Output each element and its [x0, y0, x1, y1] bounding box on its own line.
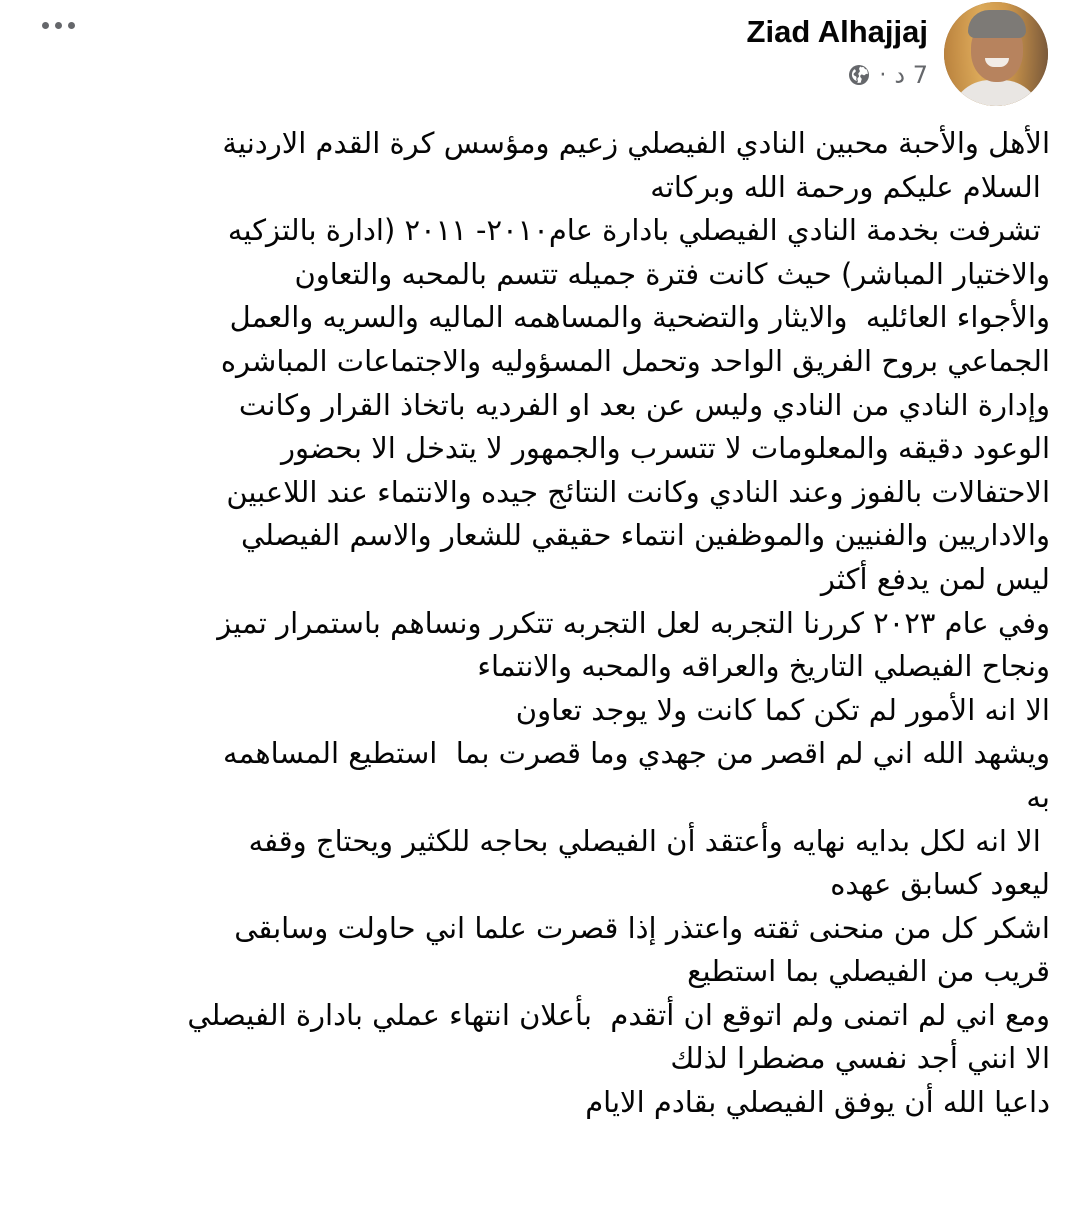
post-text-line: ليعود كسابق عهده [830, 867, 1050, 902]
post-text-line: اشكر كل من منحنى ثقته واعتذر إذا قصرت علما اني حاولت وسابقى [234, 910, 1050, 945]
post-text-line: الأهل والأحبة محبين النادي الفيصلي زعيم ومؤسس كرة القدم الاردنية [222, 126, 1050, 160]
meta-separator: · [879, 62, 887, 88]
post-text-line: تشرفت بخدمة النادي الفيصلي بادارة عام٢٠١٠- ٢٠١١ (ادارة بالتزكيه [227, 213, 1050, 248]
more-dot-icon [68, 22, 75, 29]
author-avatar[interactable] [944, 2, 1048, 106]
post-text-line: الجماعي بروح الفريق الواحد وتحمل المسؤوليه والاجتماعات المباشره [220, 343, 1050, 378]
post-body [22, 122, 1050, 1125]
avatar-hair [968, 10, 1026, 38]
more-dot-icon [42, 22, 49, 29]
post-text-line: الوعود دقيقه والمعلومات لا تتسرب والجمهور لا يتدخل الا بحضور [281, 431, 1050, 466]
post-text-line: وإدارة النادي من النادي وليس عن بعد او الفرديه باتخاذ القرار وكانت [238, 387, 1050, 422]
more-dot-icon [55, 22, 62, 29]
post-time[interactable]: 7 د [894, 61, 928, 89]
post-text-line: السلام عليكم ورحمة الله وبركاته [650, 169, 1050, 204]
author-name[interactable]: Ziad Alhajjaj [746, 14, 928, 49]
post-header [0, 0, 1080, 110]
globe-icon[interactable] [847, 63, 871, 87]
post-text-line: والاختيار المباشر) حيث كانت فترة جميله تتسم بالمحبه والتعاون [294, 256, 1050, 291]
post-text-line: والاداريين والفنيين والموظفين انتماء حقيقي للشعار والاسم الفيصلي [241, 518, 1050, 553]
post-text-line: الا انني أجد نفسي مضطرا لذلك [670, 1041, 1050, 1076]
post-text-line: والأجواء العائليه والايثار والتضحية والمساهمه الماليه والسريه والعمل [229, 300, 1050, 335]
post-text-line: الا انه الأمور لم تكن كما كانت ولا يوجد تعاون [515, 692, 1050, 727]
post-text-line: ونجاح الفيصلي التاريخ والعراقه والمحبه والانتماء [477, 649, 1050, 684]
post-text-line: ليس لمن يدفع أكثر [820, 561, 1050, 596]
post-text-line: قريب من الفيصلي بما استطيع [687, 954, 1050, 989]
post-meta [847, 60, 928, 90]
post-text-line: به [1026, 779, 1050, 814]
post-text-line: الا انه لكل بدايه نهايه وأعتقد أن الفيصلي بحاجه للكثير ويحتاج وقفه [248, 823, 1050, 858]
post-text-line: ويشهد الله اني لم اقصر من جهدي وما قصرت بما استطيع المساهمه [223, 736, 1050, 771]
post-text-line: داعيا الله أن يوفق الفيصلي بقادم الايام [585, 1085, 1050, 1120]
post-text-line: ومع اني لم اتمنى ولم اتوقع ان أتقدم بأعلان انتهاء عملي بادارة الفيصلي [187, 997, 1050, 1032]
post-text-line: الاحتفالات بالفوز وعند النادي وكانت النتائج جيده والانتماء عند اللاعبين [226, 474, 1050, 509]
post-options-button[interactable] [34, 12, 82, 38]
post-text-line: وفي عام ٢٠٢٣ كررنا التجربه لعل التجربه تتكرر ونساهم باستمرار تميز [217, 605, 1050, 640]
